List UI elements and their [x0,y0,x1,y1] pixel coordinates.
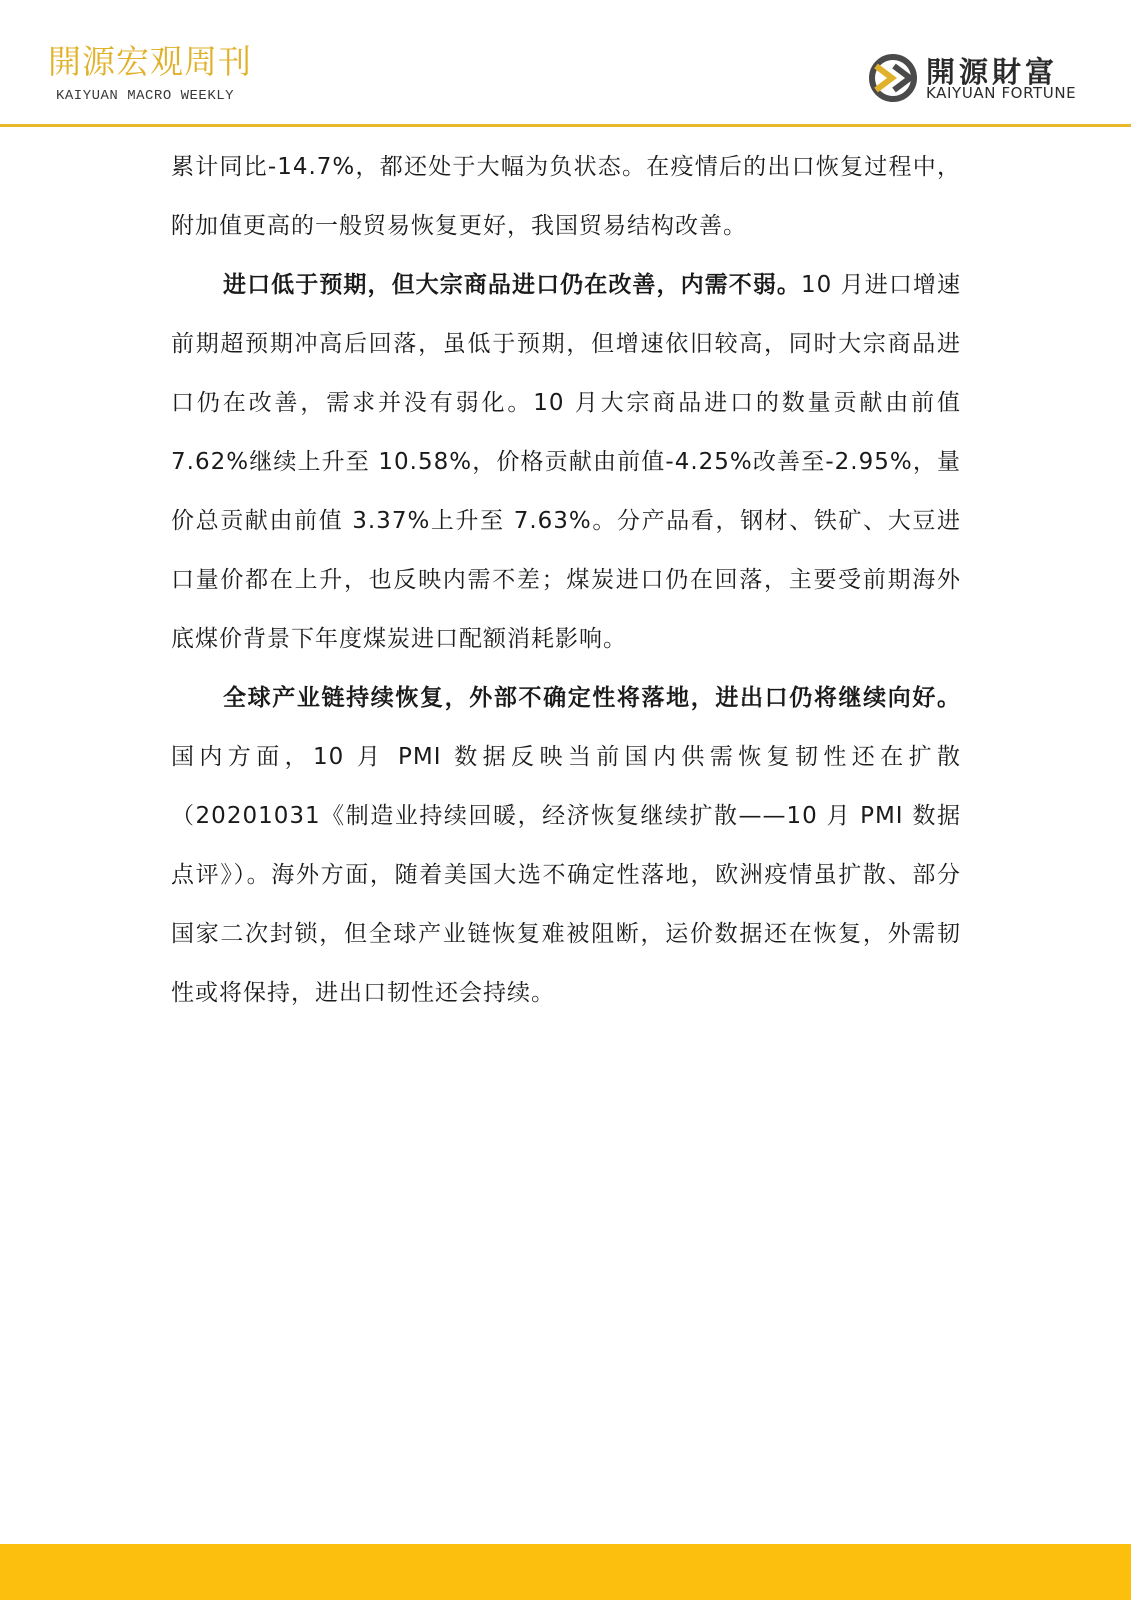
header-divider [0,124,1131,127]
brand-logo [866,50,1086,106]
paragraph-1-text: 累计同比-14.7%，都还处于大幅为负状态。在疫情后的出口恢复过程中，附加值更高的一般贸易恢复更好，我国贸易结构改善。 [171,154,961,239]
kaiyuan-logo-icon [866,50,920,106]
paragraph-1 [171,138,961,256]
paragraph-2-text: 10 月进口增速前期超预期冲高后回落，虽低于预期，但增速依旧较高，同时大宗商品进口仍在改善，需求并没有弱化。10 月大宗商品进口的数量贡献由前值 7.62%继续上升至 10.58%，价格贡献由前值-4.25%改善至-2.95%，量价总贡献由前值 3.37%上升至 7.63%。分产品看，钢材、铁矿、大豆进口量价都在上升，也反映内需不差；煤炭进口仍在回落，主要受前期海外底煤价背景下年度煤炭进口配额消耗影响。 [171,272,962,652]
paragraph-3 [171,669,961,1023]
paragraph-3-text: 国内方面，10 月 PMI 数据反映当前国内供需恢复韧性还在扩散（20201031《制造业持续回暖，经济恢复继续扩散——10 月 PMI 数据点评》）。海外方面，随着美国大选不确定性落地，欧洲疫情虽扩散、部分国家二次封锁，但全球产业链恢复难被阻断，运价数据还在恢复，外需韧性或将保持，进出口韧性还会持续。 [171,744,961,1006]
footer-bar [0,1544,1131,1600]
article-body [171,138,961,1023]
logo-name-cn: 開源財富 [926,55,1059,89]
paragraph-2 [171,256,961,669]
publication-title: 開源宏观周刊 [48,42,252,81]
paragraph-3-heading: 全球产业链持续恢复，外部不确定性将落地，进出口仍将继续向好。 [223,685,961,711]
page-header [0,0,1131,126]
paragraph-2-heading: 进口低于预期，但大宗商品进口仍在改善，内需不弱。 [223,272,802,298]
publication-subtitle: KAIYUAN MACRO WEEKLY [56,88,235,104]
logo-name-en: KAIYUAN FORTUNE [926,84,1077,102]
